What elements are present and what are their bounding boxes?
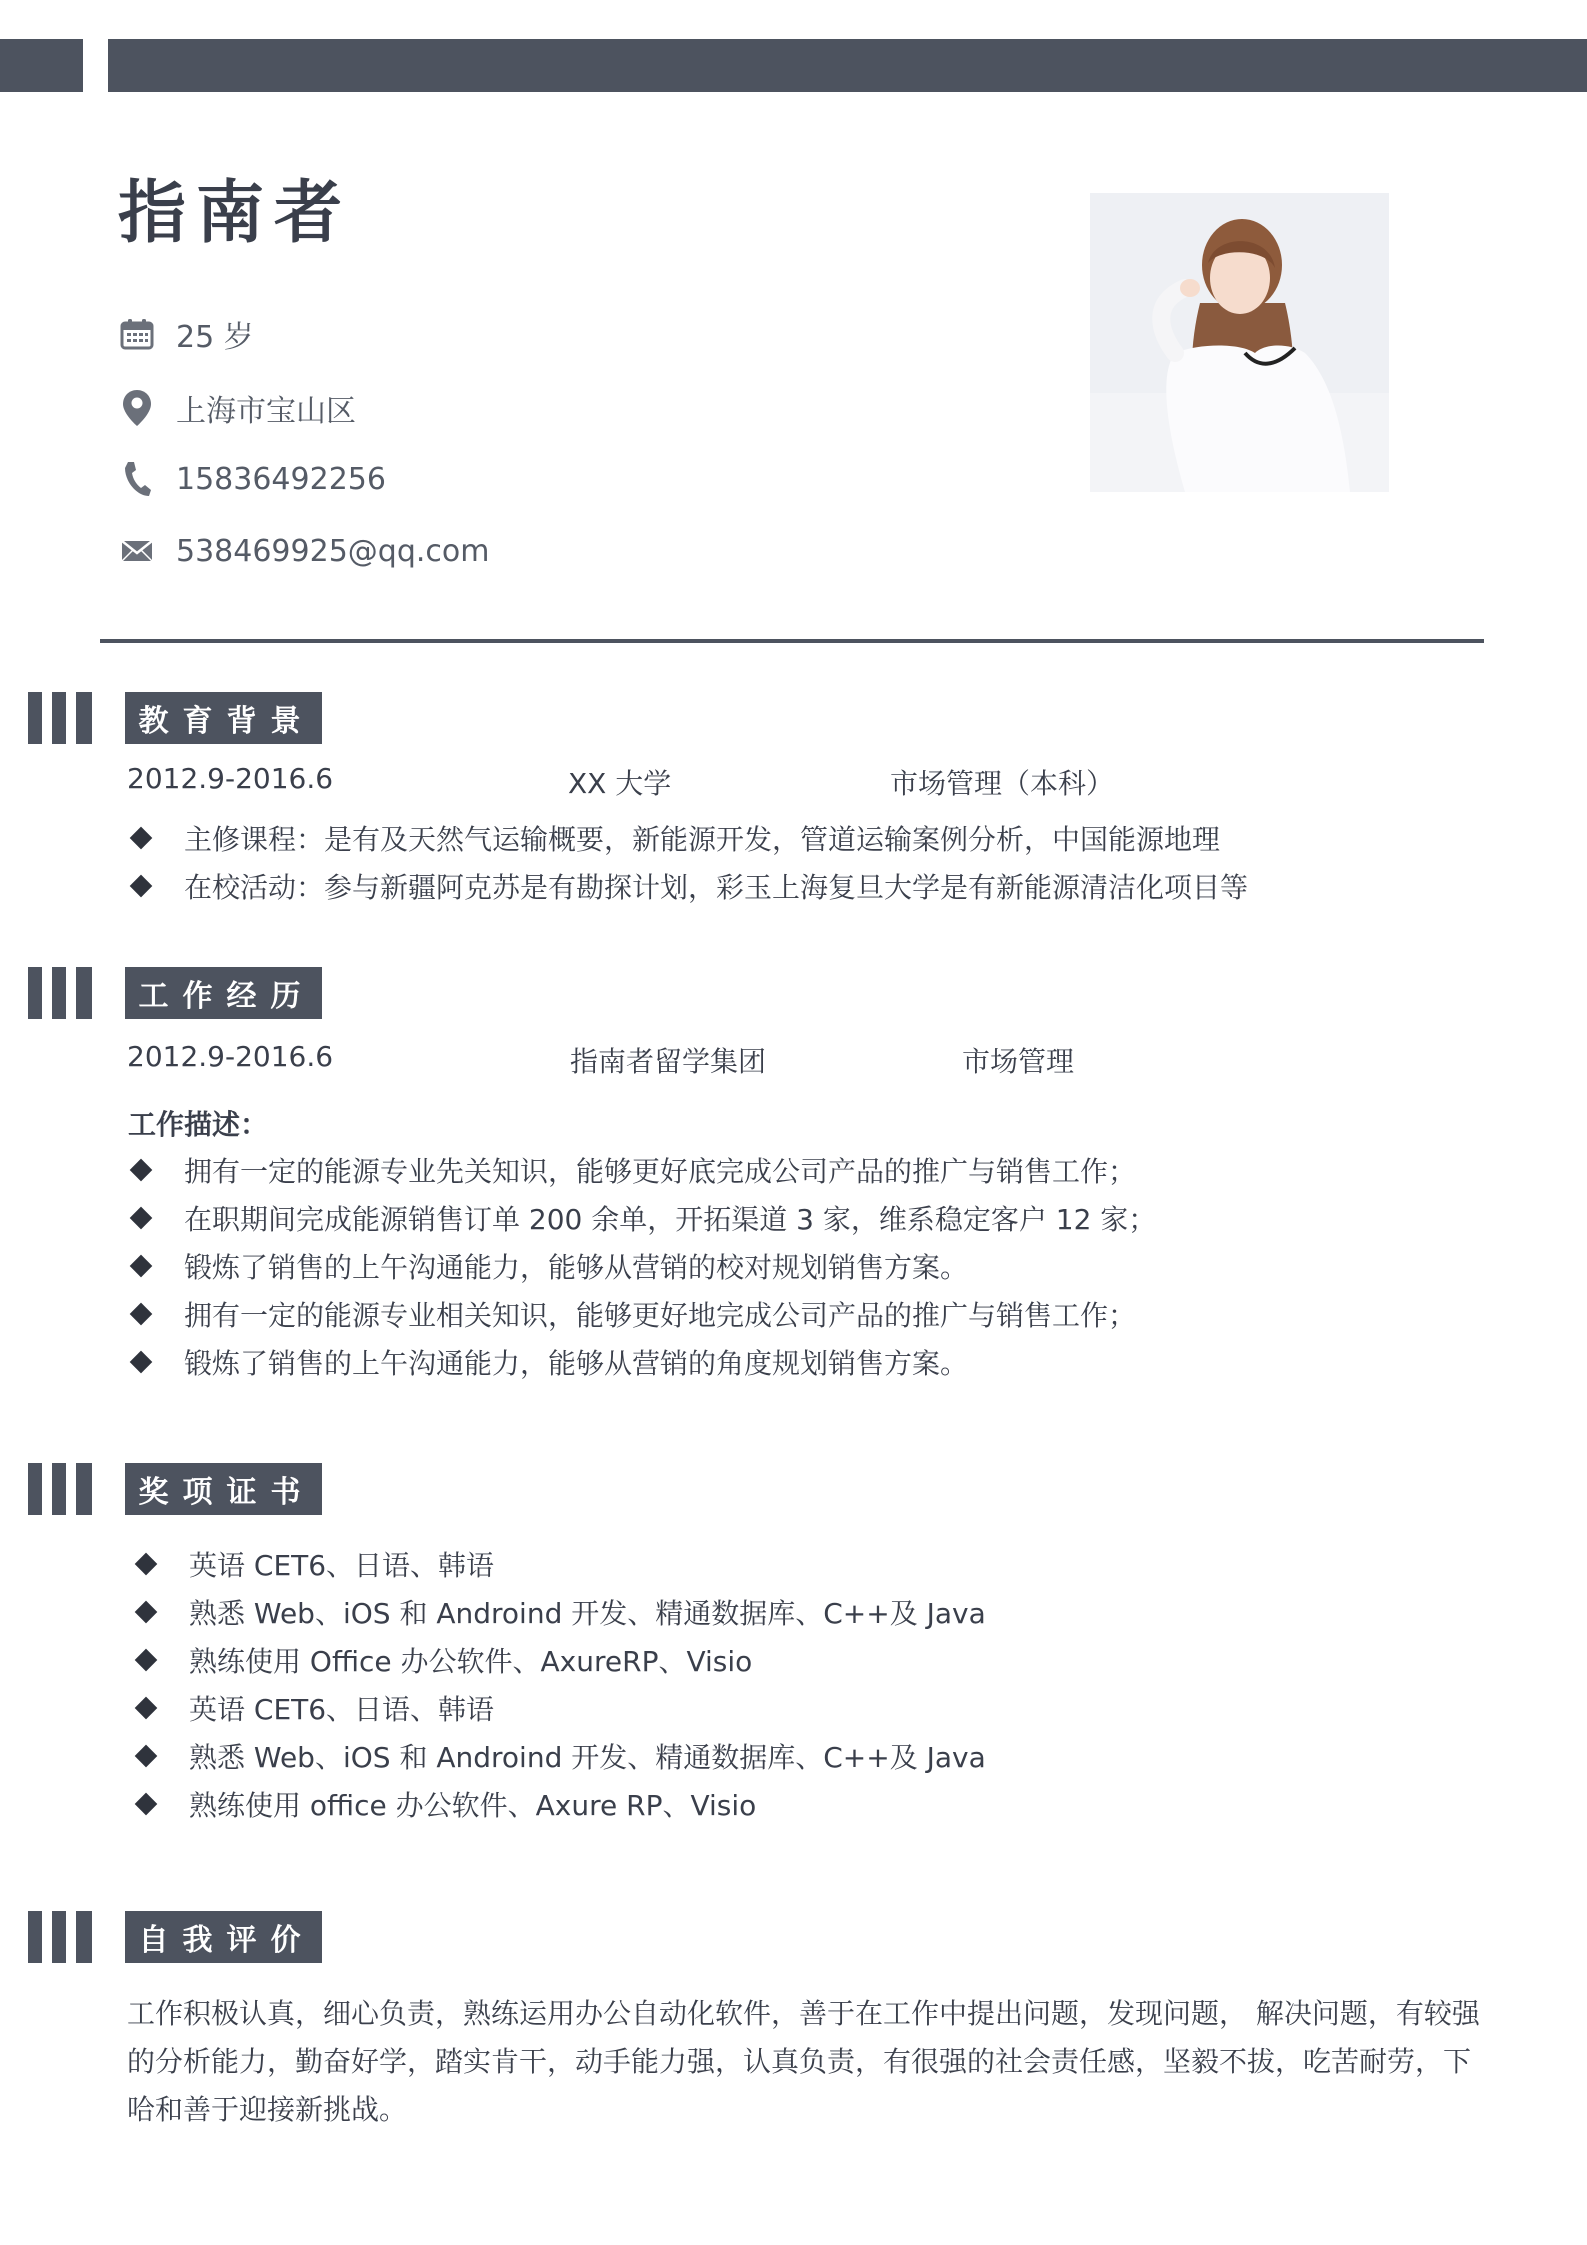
diamond-bullet-icon [130,1207,153,1230]
diamond-bullet-icon [130,1159,153,1182]
age-row [118,314,254,354]
email-text: 538469925@qq.com [176,533,490,569]
self-eval-section-bars [28,1911,106,1963]
phone-row [118,459,386,499]
diamond-bullet-icon [130,827,153,850]
diamond-bullet-icon [130,875,153,898]
diamond-bullet-icon [135,1793,158,1816]
list-item: 熟悉 Web、iOS 和 Androind 开发、精通数据库、C++及 Java [133,1588,986,1636]
work-period: 2012.9-2016.6 [127,1040,334,1073]
diamond-bullet-icon [135,1745,158,1768]
phone-text: 15836492256 [176,461,386,497]
awards-section-bars [28,1463,106,1515]
location-row [118,388,356,428]
education-school: XX 大学 [568,767,672,800]
list-item: 在校活动：参与新疆阿克苏是有勘探计划，彩玉上海复旦大学是有新能源清洁化项目等 [128,862,1248,910]
education-major: 市场管理（本科） [890,767,1115,800]
diamond-bullet-icon [130,1351,153,1374]
education-period: 2012.9-2016.6 [127,762,334,795]
list-item: 英语 CET6、日语、韩语 [133,1540,986,1588]
education-section-bars [28,692,106,744]
work-bullets [128,1146,1156,1386]
email-row [118,531,489,571]
list-item: 在职期间完成能源销售订单 200 余单，开拓渠道 3 家，维系稳定客户 12 家； [128,1194,1156,1242]
self-eval-section-title: 自我评价 [125,1911,322,1963]
work-description-label: 工作描述： [128,1108,269,1141]
diamond-bullet-icon [130,1303,153,1326]
diamond-bullet-icon [135,1697,158,1720]
awards-bullets [133,1540,986,1828]
location-text: 上海市宝山区 [176,394,356,429]
list-item: 主修课程：是有及天然气运输概要，新能源开发，管道运输案例分析，中国能源地理 [128,814,1248,862]
age-text: 25 岁 [176,320,254,355]
top-bar-right [108,39,1587,92]
phone-icon [118,460,156,498]
list-item: 熟悉 Web、iOS 和 Androind 开发、精通数据库、C++及 Java [133,1732,986,1780]
diamond-bullet-icon [130,1255,153,1278]
candidate-name: 指南者 [118,174,353,253]
work-company: 指南者留学集团 [570,1045,767,1078]
diamond-bullet-icon [135,1553,158,1576]
mail-icon [118,532,156,570]
header-divider [100,639,1484,643]
diamond-bullet-icon [135,1649,158,1672]
education-bullets [128,814,1248,910]
list-item: 锻炼了销售的上午沟通能力，能够从营销的校对规划销售方案。 [128,1242,1156,1290]
awards-section-title: 奖项证书 [125,1463,322,1515]
list-item: 熟练使用 office 办公软件、Axure RP、Visio [133,1780,986,1828]
list-item: 拥有一定的能源专业先关知识，能够更好底完成公司产品的推广与销售工作； [128,1146,1156,1194]
diamond-bullet-icon [135,1601,158,1624]
list-item: 拥有一定的能源专业相关知识，能够更好地完成公司产品的推广与销售工作； [128,1290,1156,1338]
top-bar-left [0,39,83,92]
list-item: 锻炼了销售的上午沟通能力，能够从营销的角度规划销售方案。 [128,1338,1156,1386]
work-section-title: 工作经历 [125,967,322,1019]
education-section-title: 教育背景 [125,692,322,744]
location-pin-icon [118,389,156,427]
list-item: 英语 CET6、日语、韩语 [133,1684,986,1732]
calendar-icon [118,315,156,353]
work-position: 市场管理 [962,1045,1075,1078]
self-eval-text: 工作积极认真，细心负责，熟练运用办公自动化软件，善于在工作中提出问题，发现问题， 解决问题，有较强的分析能力，勤奋好学，踏实肯干，动手能力强，认真负责，有很强的社会责任感，坚毅不拔，吃苦耐劳，下哈和善于迎接新挑战。 [127,1997,1480,2126]
list-item: 熟练使用 Office 办公软件、AxureRP、Visio [133,1636,986,1684]
work-section-bars [28,967,106,1019]
profile-photo [1090,193,1389,492]
